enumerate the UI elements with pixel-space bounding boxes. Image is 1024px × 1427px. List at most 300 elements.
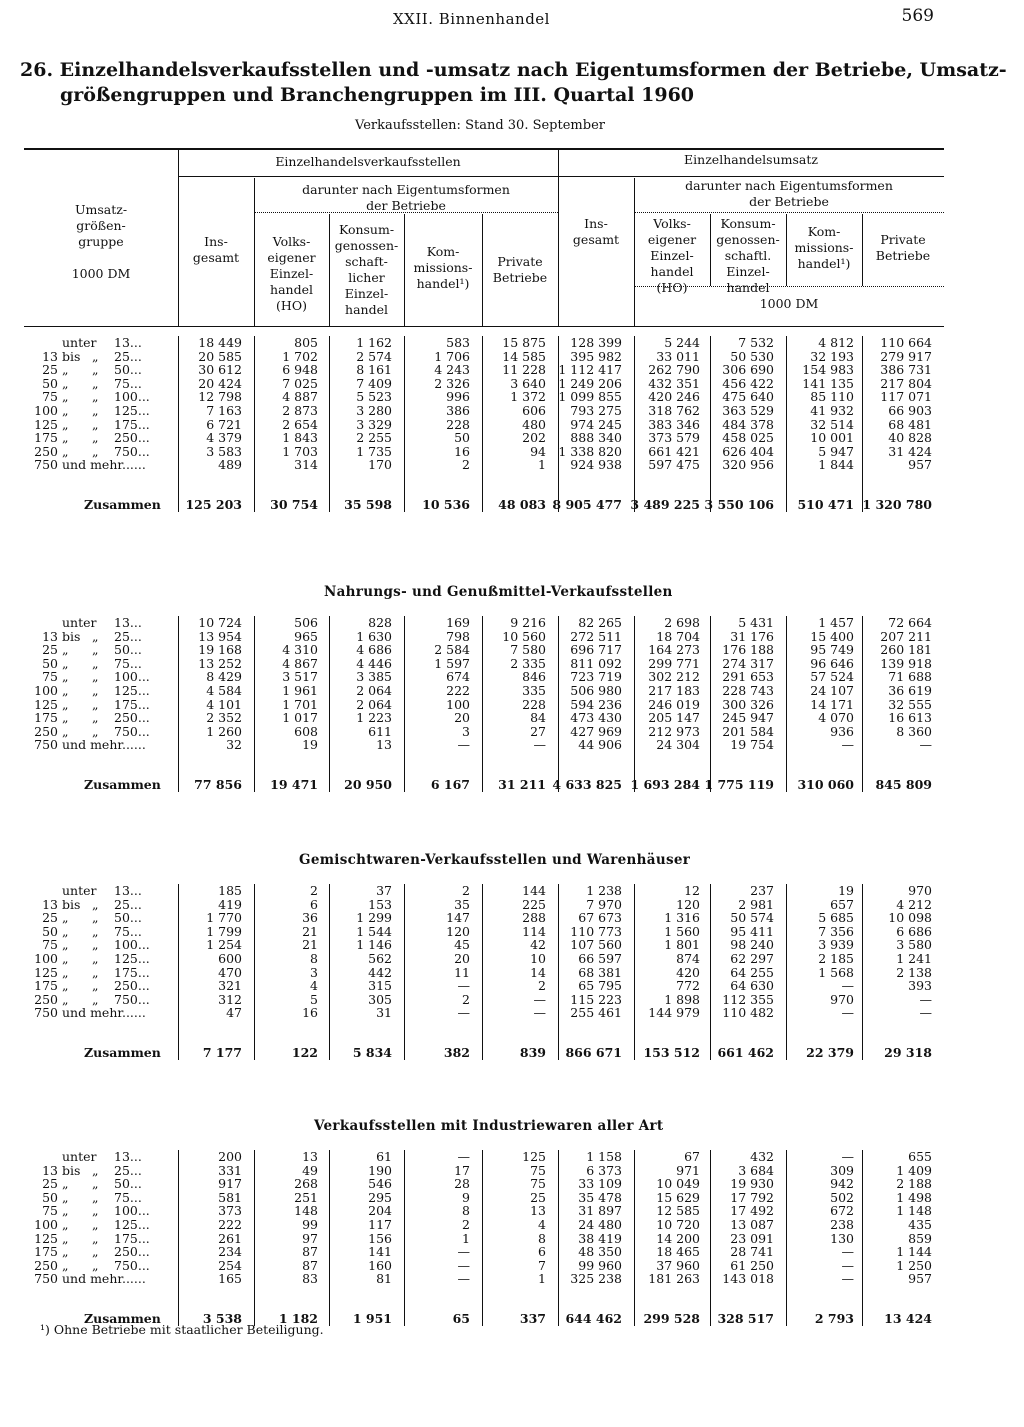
table-cell: 473 430 [570,710,622,725]
table-title [20,58,1010,108]
table-row [24,630,944,644]
row-label-q: „ [92,992,99,1007]
table-cell: 181 263 [648,1271,700,1286]
row-label-bis: „ [62,430,69,445]
row-label-bis: und mehr...... [62,1005,146,1020]
table-cell: 3 939 [818,937,854,952]
table-cell: 13 [302,1149,318,1164]
table-cell: 13 [376,737,392,752]
table-cell: 10 536 [422,497,470,512]
table-cell: 61 250 [730,1258,774,1273]
subgroup-header-stores: darunter nach Eigentumsformen der Betriebe [302,182,510,213]
table-cell: 64 255 [730,965,774,980]
table-cell: 1 260 [206,724,242,739]
row-label-bis: unter [62,1149,97,1164]
table-cell: 75 [530,1176,546,1191]
table-cell: 31 176 [730,629,774,644]
row-label-q: „ [92,978,99,993]
table-cell: 222 [446,683,470,698]
row-label-bis: „ [62,978,69,993]
table-cell: 1 544 [356,924,392,939]
row-label-bis: bis [62,349,81,364]
table-cell: 7 025 [282,376,318,391]
table-cell: 2 255 [356,430,392,445]
table-row [24,1272,944,1286]
table-cell: 261 [218,1231,242,1246]
table-cell: 12 [684,883,700,898]
table-cell: 245 947 [722,710,774,725]
table-cell: 122 [291,1045,318,1060]
table-row [24,1245,944,1259]
table-cell: 141 [368,1244,392,1259]
table-cell: 4 310 [282,642,318,657]
table-cell: 373 [218,1203,242,1218]
total-row [24,1046,944,1060]
table-row [24,458,944,472]
table-cell: 7 356 [818,924,854,939]
table-cell: 15 629 [656,1190,700,1205]
row-label-pre: 250 [34,444,58,459]
table-cell: 50 [454,430,470,445]
table-cell: 4 101 [206,697,242,712]
table-cell: 2 185 [818,951,854,966]
row-label: Zusammen [84,1045,161,1060]
table-cell: 19 168 [198,642,242,657]
row-label-bis: „ [62,1258,69,1273]
table-cell: 8 429 [206,669,242,684]
table-cell: 25 [530,1190,546,1205]
row-label-pre: 25 [42,642,58,657]
row-label-q: „ [92,362,99,377]
table-row [24,1218,944,1232]
table-cell: 205 147 [648,710,700,725]
table-cell: 1 898 [664,992,700,1007]
table-cell: 35 598 [344,497,392,512]
table-cell: 510 471 [797,497,854,512]
table-cell: 661 462 [717,1045,774,1060]
table-row [24,1232,944,1246]
table-cell: 32 555 [888,697,932,712]
table-cell: 1 320 780 [862,497,932,512]
row-label-q: „ [92,629,99,644]
row-label-bis: „ [62,669,69,684]
table-cell: — [457,1258,470,1273]
row-label-bis: „ [62,376,69,391]
table-cell: 2 793 [814,1311,854,1326]
table-cell: 217 183 [648,683,700,698]
table-cell: 1 703 [282,444,318,459]
row-label-num: 125... [114,1217,150,1232]
table-cell: 2 [538,978,546,993]
table-cell: 3 550 106 [704,497,774,512]
row-label-pre: 25 [42,362,58,377]
table-cell: 14 585 [502,349,546,364]
group-header-turnover: Einzelhandelsumsatz [684,152,818,167]
row-label-bis: „ [62,1244,69,1259]
table-cell: 309 [830,1163,854,1178]
row-label-bis: „ [62,1176,69,1191]
table-cell: 3 280 [356,403,392,418]
row-label-q: „ [92,697,99,712]
row-label-pre: 100 [34,1217,58,1232]
table-cell: 2 [462,457,470,472]
table-cell: 17 [454,1163,470,1178]
table-cell: 1 844 [818,457,854,472]
table-cell: 125 [522,1149,546,1164]
row-label-num: 125... [114,683,150,698]
table-cell: 2 981 [738,897,774,912]
col-kommission-stores: Kom- missions- handel¹) [413,244,473,291]
row-label-bis: „ [62,697,69,712]
row-label-pre: 25 [42,910,58,925]
row-label-bis: unter [62,883,97,898]
table-cell: 957 [908,457,932,472]
table-cell: 31 897 [578,1203,622,1218]
table-cell: 2 064 [356,683,392,698]
table-cell: 97 [302,1231,318,1246]
table-cell: 6 721 [206,417,242,432]
table-cell: 20 424 [198,376,242,391]
table-cell: 7 163 [206,403,242,418]
table-row [24,616,944,630]
table-cell: 321 [218,978,242,993]
table-cell: 16 [454,444,470,459]
row-label-bis: „ [62,642,69,657]
table-cell: 3 580 [896,937,932,952]
table-cell: 148 [294,1203,318,1218]
section-title: Gemischtwaren-Verkaufsstellen und Warenhäuser [299,852,691,868]
table-cell: 2 873 [282,403,318,418]
table-cell: 383 346 [648,417,700,432]
table-row [24,884,944,898]
table-cell: 37 960 [656,1258,700,1273]
table-cell: 20 585 [198,349,242,364]
table-cell: 5 431 [738,615,774,630]
table-cell: 68 381 [578,965,622,980]
table-cell: 10 001 [810,430,854,445]
table-cell: — [457,1149,470,1164]
row-label-bis: bis [62,1163,81,1178]
row-label-bis: „ [62,937,69,952]
table-cell: 238 [830,1217,854,1232]
row-label-pre: 175 [34,710,58,725]
table-cell: 8 [462,1203,470,1218]
table-cell: 2 584 [434,642,470,657]
row-label-pre: 100 [34,683,58,698]
table-cell: — [457,978,470,993]
table-row [24,670,944,684]
table-cell: 37 [376,883,392,898]
table-cell: 5 244 [664,335,700,350]
table-cell: 57 524 [810,669,854,684]
row-label-num: 25... [114,897,142,912]
row-label-pre: 175 [34,978,58,993]
table-cell: 2 335 [510,656,546,671]
table-cell: 828 [368,615,392,630]
table-cell: 970 [908,883,932,898]
table-cell: 31 424 [888,444,932,459]
table-cell: 306 690 [722,362,774,377]
row-label-pre: 250 [34,1258,58,1273]
row-label-q: „ [92,1203,99,1218]
table-cell: 1 775 119 [704,777,774,792]
table-cell: 606 [522,403,546,418]
table-cell: 2 [462,883,470,898]
total-row [24,778,944,792]
row-label-bis: „ [62,724,69,739]
table-cell: 480 [522,417,546,432]
table-cell: 77 856 [194,777,242,792]
table-cell: 1 148 [896,1203,932,1218]
table-cell: 373 579 [648,430,700,445]
table-cell: 48 350 [578,1244,622,1259]
table-cell: 15 875 [502,335,546,350]
table-row [24,898,944,912]
table-cell: 228 [522,697,546,712]
row-label-num: 750... [114,724,150,739]
table-row [24,404,944,418]
table-cell: 1 801 [664,937,700,952]
table-cell: 427 969 [570,724,622,739]
table-cell: 19 930 [730,1176,774,1191]
table-cell: 176 188 [722,642,774,657]
row-label-q: „ [92,389,99,404]
table-cell: 917 [218,1176,242,1191]
table-row [24,952,944,966]
table-cell: 1 250 [896,1258,932,1273]
table-cell: 924 938 [570,457,622,472]
row-label-num: 50... [114,642,142,657]
table-cell: 562 [368,951,392,966]
row-label-pre: 125 [34,417,58,432]
table-cell: 234 [218,1244,242,1259]
table-cell: 115 223 [570,992,622,1007]
table-cell: 200 [218,1149,242,1164]
table-cell: 3 329 [356,417,392,432]
table-cell: 310 060 [797,777,854,792]
table-cell: 10 720 [656,1217,700,1232]
table-cell: 212 973 [648,724,700,739]
table-cell: 217 804 [880,376,932,391]
table-cell: 13 954 [198,629,242,644]
table-cell: — [533,992,546,1007]
table-cell: 2 [462,1217,470,1232]
table-cell: 318 762 [648,403,700,418]
subgroup-header-turnover: darunter nach Eigentumsformen der Betriebe [685,178,893,209]
table-cell: 262 790 [648,362,700,377]
row-label-pre: 13 [42,629,58,644]
row-label-pre: 125 [34,1231,58,1246]
table-cell: 11 228 [502,362,546,377]
table-cell: 1 238 [586,883,622,898]
table-cell: 331 [218,1163,242,1178]
table-cell: 7 409 [356,376,392,391]
table-cell: 19 754 [730,737,774,752]
table-cell: 696 717 [570,642,622,657]
row-label-num: 100... [114,669,150,684]
table-cell: 160 [368,1258,392,1273]
table-cell: — [919,1005,932,1020]
table-cell: 1 [462,1231,470,1246]
table-cell: 19 [302,737,318,752]
table-cell: 12 585 [656,1203,700,1218]
col-ho-stores: Volks- eigener Einzel- handel (HO) [267,234,316,313]
row-label-q: „ [92,642,99,657]
row-label-q: „ [92,937,99,952]
table-section [24,336,944,514]
table-row [24,725,944,739]
table-cell: — [919,992,932,1007]
table-cell: 4 [310,978,318,993]
row-label-pre: 50 [42,656,58,671]
table-cell: 50 574 [730,910,774,925]
table-cell: 31 [376,1005,392,1020]
table-cell: 1 597 [434,656,470,671]
table-cell: 82 265 [578,615,622,630]
row-label-bis: und mehr...... [62,737,146,752]
table-cell: 1 735 [356,444,392,459]
table-cell: 153 512 [643,1045,700,1060]
table-cell: 2 326 [434,376,470,391]
table-cell: 4 243 [434,362,470,377]
table-cell: 36 619 [888,683,932,698]
page-number: 569 [901,6,934,26]
table-cell: 6 948 [282,362,318,377]
table-cell: 17 492 [730,1203,774,1218]
table-cell: 1 457 [818,615,854,630]
row-label-q: „ [92,910,99,925]
row-label-num: 75... [114,1190,142,1205]
table-cell: 581 [218,1190,242,1205]
table-cell: 302 212 [648,669,700,684]
table-cell: 6 167 [430,777,470,792]
table-cell: 4 [538,1217,546,1232]
table-cell: 207 211 [880,629,932,644]
row-label-num: 175... [114,417,150,432]
table-row [24,363,944,377]
table-cell: 31 211 [498,777,546,792]
table-cell: 32 514 [810,417,854,432]
table-cell: 859 [908,1231,932,1246]
table-cell: 45 [454,937,470,952]
row-label-pre: 75 [42,389,58,404]
table-cell: 674 [446,669,470,684]
table-cell: 144 [522,883,546,898]
row-label-q: „ [92,403,99,418]
table-cell: 33 109 [578,1176,622,1191]
table-cell: 393 [908,978,932,993]
table-cell: 120 [446,924,470,939]
table-cell: 40 828 [888,430,932,445]
table-cell: 1 182 [278,1311,318,1326]
table-cell: 608 [294,724,318,739]
table-cell: 66 903 [888,403,932,418]
row-label-pre: 75 [42,937,58,952]
table-cell: 811 092 [570,656,622,671]
table-cell: 957 [908,1271,932,1286]
table-cell: 328 517 [717,1311,774,1326]
row-label-q: „ [92,897,99,912]
table-cell: 42 [530,937,546,952]
table-cell: 442 [368,965,392,980]
table-cell: 17 792 [730,1190,774,1205]
table-cell: 1 498 [896,1190,932,1205]
table-cell: 299 528 [643,1311,700,1326]
table-cell: 61 [376,1149,392,1164]
table-cell: 2 138 [896,965,932,980]
table-cell: — [841,1005,854,1020]
table-cell: 846 [522,669,546,684]
table-row [24,1259,944,1273]
row-label-num: 100... [114,937,150,952]
row-label-pre: 175 [34,430,58,445]
table-cell: 100 [446,697,470,712]
row-label-q: „ [92,710,99,725]
row-label-num: 750... [114,992,150,1007]
row-label-num: 250... [114,978,150,993]
table-row [24,643,944,657]
row-label-num: 13... [114,1149,142,1164]
row-label-bis: „ [62,1231,69,1246]
table-cell: 190 [368,1163,392,1178]
row-label-bis: unter [62,615,97,630]
table-cell: 337 [519,1311,546,1326]
table-cell: — [841,1149,854,1164]
total-row [24,498,944,512]
row-label-num: 25... [114,349,142,364]
table-cell: 320 956 [722,457,774,472]
table-cell: 7 532 [738,335,774,350]
row-label-q: „ [92,376,99,391]
table-cell: 866 671 [565,1045,622,1060]
table-cell: 1 701 [282,697,318,712]
table-cell: 661 421 [648,444,700,459]
table-cell: 14 [530,965,546,980]
table-cell: 6 [538,1244,546,1259]
table-cell: 8 161 [356,362,392,377]
table-cell: 4 446 [356,656,392,671]
table-cell: 36 [302,910,318,925]
table-cell: 435 [908,1217,932,1232]
table-cell: 395 982 [570,349,622,364]
table-cell: 64 630 [730,978,774,993]
table-cell: 420 246 [648,389,700,404]
table-cell: 19 471 [270,777,318,792]
table-cell: 156 [368,1231,392,1246]
table-cell: 33 011 [656,349,700,364]
table-cell: 10 098 [888,910,932,925]
row-label-num: 13... [114,883,142,898]
table-cell: 312 [218,992,242,1007]
row-label-num: 25... [114,1163,142,1178]
table-cell: 29 318 [884,1045,932,1060]
section-title: Nahrungs- und Genußmittel-Verkaufsstellen [324,584,673,600]
table-cell: 32 [226,737,242,752]
table-cell: 3 [462,724,470,739]
table-cell: 458 025 [722,430,774,445]
table-cell: 5 [310,992,318,1007]
table-cell: 3 489 225 [630,497,700,512]
table-row [24,1006,944,1020]
col-private-turnover: Private Betriebe [875,232,931,263]
table-cell: 254 [218,1258,242,1273]
row-label-q: „ [92,430,99,445]
table-cell: 798 [446,629,470,644]
table-cell: 72 664 [888,615,932,630]
table-cell: 5 834 [352,1045,392,1060]
table-cell: 7 177 [202,1045,242,1060]
table-row [24,377,944,391]
